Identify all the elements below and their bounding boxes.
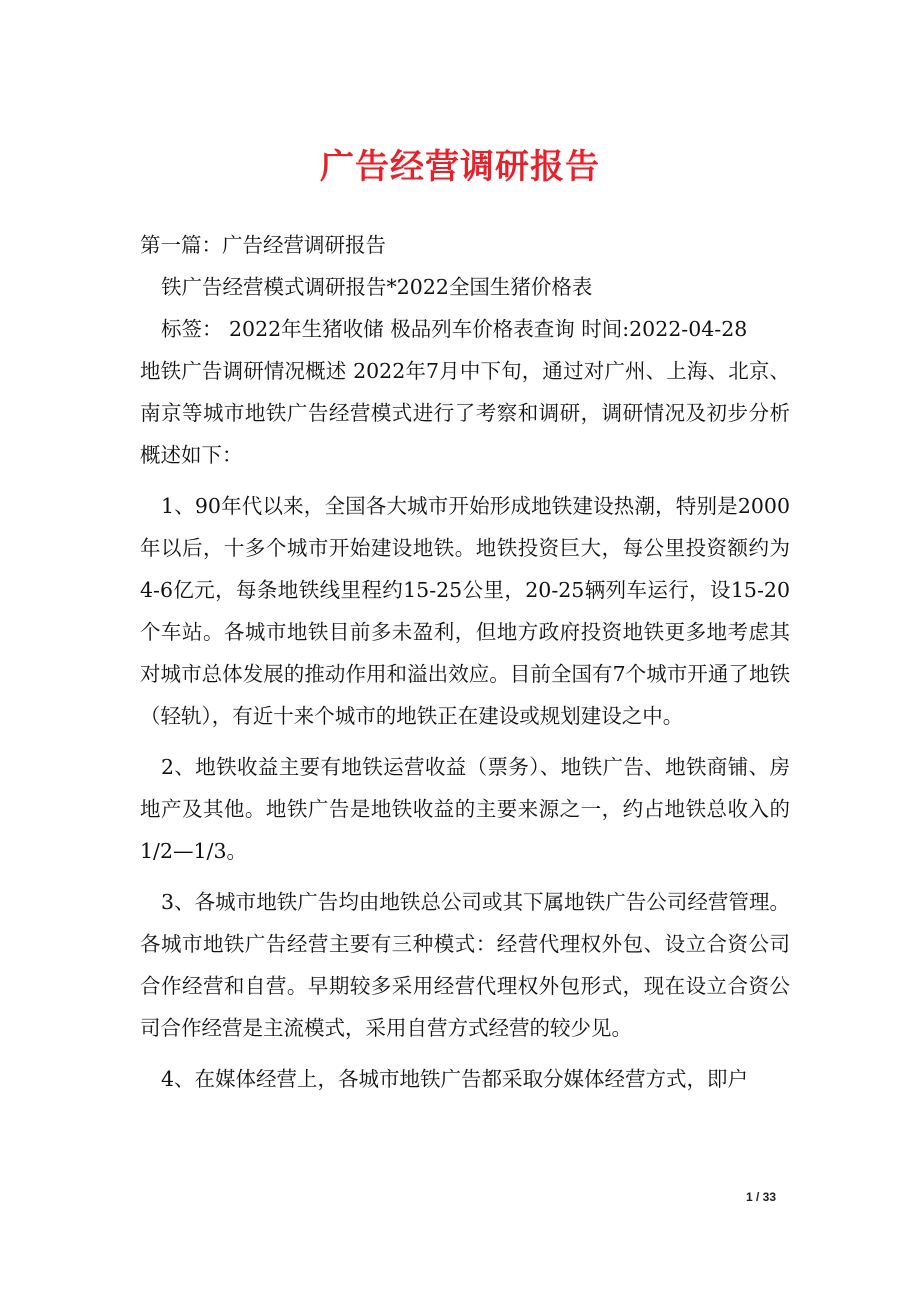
document-body bbox=[140, 224, 790, 1100]
paragraph-point-1: 1、90年代以来，全国各大城市开始形成地铁建设热潮，特别是2000年以后，十多个城市开始建设地铁。地铁投资巨大，每公里投资额约为4-6亿元，每条地铁线里程约15-25公里，20-25辆列车运行，设15-20个车站。各城市地铁目前多未盈利，但地方政府投资地铁更多地考虑其对城市总体发展的推动作用和溢出效应。目前全国有7个城市开通了地铁（轻轨），有近十来个城市的地铁正在建设或规划建设之中。 bbox=[140, 494, 790, 728]
page-indicator: 1 / 33 bbox=[746, 1190, 777, 1204]
overview-paragraph: 地铁广告调研情况概述 2022年7月中下旬，通过对广州、上海、北京、南京等城市地铁广告经营模式进行了考察和调研，调研情况及初步分析概述如下： bbox=[140, 359, 790, 467]
paragraph-point-4: 4、在媒体经营上，各城市地铁广告都采取分媒体经营方式，即户 bbox=[161, 1067, 749, 1091]
tags-line: 标签： 2022年生猪收储 极品列车价格表查询 时间:2022-04-28 bbox=[161, 317, 748, 341]
paragraph-point-3: 3、各城市地铁广告均由地铁总公司或其下属地铁广告公司经营管理。各城市地铁广告经营主要有三种模式：经营代理权外包、设立合资公司合作经营和自营。早期较多采用经营代理权外包形式，现在设立合资公司合作经营是主流模式，采用自营方式经营的较少见。 bbox=[140, 890, 790, 1040]
paragraph-point-2: 2、地铁收益主要有地铁运营收益（票务）、地铁广告、地铁商铺、房地产及其他。地铁广告是地铁收益的主要来源之一，约占地铁总收入的1/2—1/3。 bbox=[140, 755, 790, 863]
section-heading: 第一篇：广告经营调研报告 bbox=[140, 233, 386, 257]
document-title: 广告经营调研报告 bbox=[320, 147, 600, 187]
subtitle-line: 铁广告经营模式调研报告*2022全国生猪价格表 bbox=[161, 275, 593, 299]
